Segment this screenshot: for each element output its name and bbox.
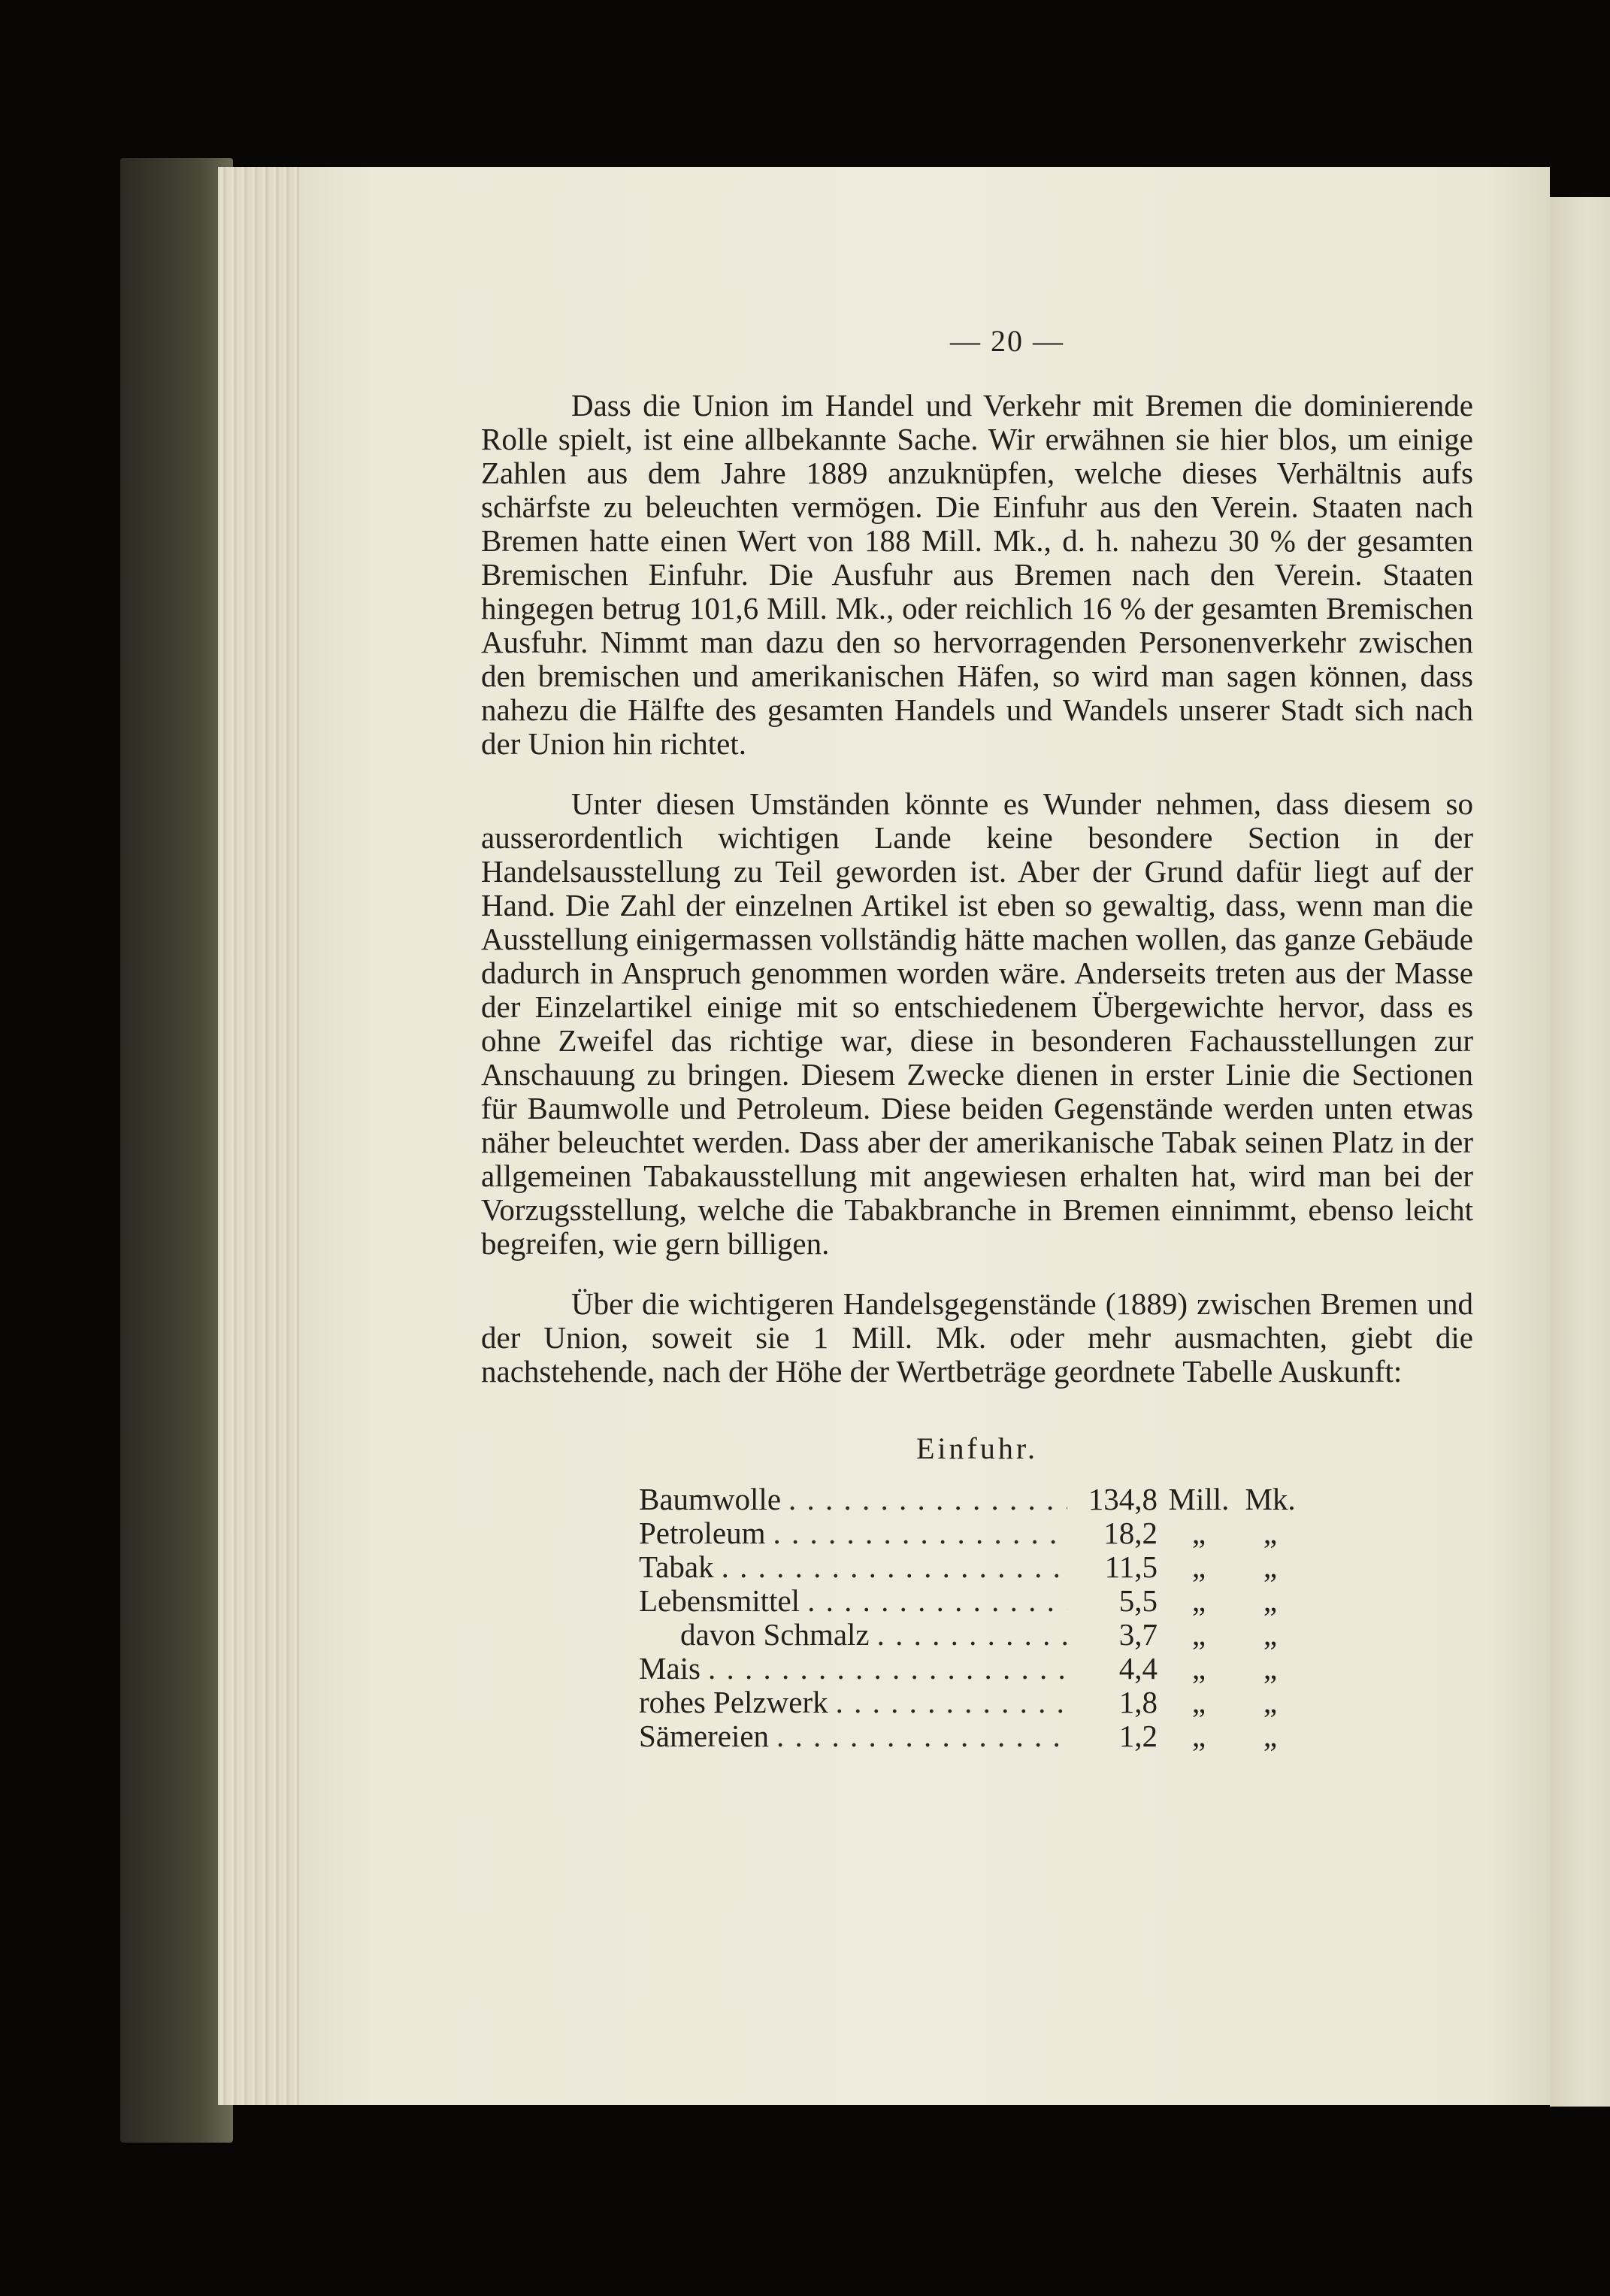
table-row <box>639 1719 1300 1753</box>
paragraph-table-intro: Über die wichtigeren Handelsgegenstände (1889) zwischen Bremen und der Union, soweit sie 1 Mill. Mk. oder mehr ausmachten, giebt die nachstehende, nach der Höhe der Wertbeträge geordnete Tabelle Auskunft: <box>481 1286 1473 1389</box>
row-item: Mais <box>639 1651 701 1686</box>
dot-leader <box>828 1686 1067 1719</box>
next-page-edge <box>1550 197 1610 2107</box>
row-unit-mk: „ <box>1263 1719 1278 1753</box>
row-unit-mill: „ <box>1191 1685 1206 1719</box>
dot-leader <box>781 1483 1067 1516</box>
table-heading: Einfuhr. <box>916 1431 1038 1465</box>
table-row <box>639 1618 1300 1652</box>
import-table <box>639 1483 1300 1753</box>
row-unit-mill: Mill. <box>1168 1482 1230 1516</box>
row-item: Sämereien <box>639 1719 770 1753</box>
row-item: Petroleum <box>639 1516 766 1550</box>
row-unit-mill: „ <box>1191 1719 1206 1753</box>
row-unit-mk: „ <box>1263 1516 1278 1550</box>
row-item: Lebensmittel <box>639 1583 800 1618</box>
row-unit-mill: „ <box>1191 1651 1206 1686</box>
dot-leader <box>870 1618 1067 1652</box>
dot-leader <box>701 1652 1067 1686</box>
row-value: 3,7 <box>1118 1617 1158 1652</box>
row-value: 134,8 <box>1088 1482 1158 1516</box>
row-unit-mk: „ <box>1263 1685 1278 1719</box>
dot-leader <box>800 1584 1067 1618</box>
row-unit-mill: „ <box>1191 1549 1206 1584</box>
row-unit-mill: „ <box>1191 1516 1206 1550</box>
row-unit-mk: „ <box>1263 1583 1278 1618</box>
table-row <box>639 1550 1300 1584</box>
row-value: 5,5 <box>1118 1583 1158 1618</box>
row-item: Baumwolle <box>639 1482 782 1516</box>
book-cover-edge <box>120 158 233 2143</box>
row-unit-mk: „ <box>1263 1617 1278 1652</box>
row-unit-mk: „ <box>1263 1549 1278 1584</box>
paragraph-section-reasons: Unter diesen Umständen könnte es Wunder nehmen, dass diesem so ausserordentlich wichtigen Lande keine besondere Section in der Handelsausstellung zu Teil geworden ist. Aber der Grund dafür liegt auf der Hand. Die Zahl der einzelnen Artikel ist eben so gewaltig, dass, wenn man die Ausstellung einigermassen vollständig hätte machen wollen, das ganze Gebäude dadurch in Anspruch genommen worden wäre. Anderseits treten aus der Masse der Einzelartikel einige mit so entschiedenem Übergewichte hervor, dass es ohne Zweifel das richtige war, diese in besonderen Fachausstellungen zur Anschauung zu bringen. Diesem Zwecke dienen in erster Linie die Sectionen für Baumwolle und Petroleum. Diese beiden Gegenstände werden unten etwas näher beleuchtet werden. Dass aber der amerikanische Tabak seinen Platz in der allgemeinen Tabakausstellung mit angewiesen erhalten hat, wird man bei der Vorzugsstellung, welche die Tabakbranche in Bremen einnimmt, ebenso leicht begreifen, wie gern billigen. <box>481 786 1473 1261</box>
dot-leader <box>766 1516 1067 1550</box>
row-unit-mill: „ <box>1191 1583 1206 1618</box>
row-value: 11,5 <box>1104 1549 1158 1584</box>
row-unit-mk: „ <box>1263 1651 1278 1686</box>
row-value: 4,4 <box>1118 1651 1158 1686</box>
row-value: 1,8 <box>1118 1685 1158 1719</box>
dot-leader <box>714 1550 1067 1584</box>
table-row <box>639 1686 1300 1719</box>
row-item: rohes Pelzwerk <box>639 1685 828 1719</box>
table-row <box>639 1584 1300 1618</box>
table-row <box>639 1483 1300 1516</box>
row-value: 1,2 <box>1118 1719 1158 1753</box>
table-row <box>639 1652 1300 1686</box>
row-item: davon Schmalz <box>680 1617 870 1652</box>
dot-leader <box>769 1719 1067 1753</box>
page-number: — 20 — <box>950 324 1064 358</box>
page-stack-edges <box>218 167 301 2105</box>
table-row <box>639 1516 1300 1550</box>
row-unit-mill: „ <box>1191 1617 1206 1652</box>
row-item: Tabak <box>639 1549 714 1584</box>
row-value: 18,2 <box>1103 1516 1158 1550</box>
row-unit-mk: Mk. <box>1245 1482 1296 1516</box>
page-text-column <box>481 323 1473 1753</box>
paragraph-union-trade: Dass die Union im Handel und Verkehr mit Bremen die dominierende Rolle spielt, ist eine allbekannte Sache. Wir erwähnen sie hier blos, um einige Zahlen aus dem Jahre 1889 anzuknüpfen, welche dieses Verhältnis aufs schärfste zu beleuchten vermögen. Die Einfuhr aus den Verein. Staaten nach Bremen hatte einen Wert von 188 Mill. Mk., d. h. nahezu 30 % der gesamten Bremischen Einfuhr. Die Ausfuhr aus Bremen nach den Verein. Staaten hingegen betrug 101,6 Mill. Mk., oder reichlich 16 % der gesamten Bremischen Ausfuhr. Nimmt man dazu den so hervorragenden Personenverkehr zwischen den bremischen und amerikanischen Häfen, so wird man sagen können, dass nahezu die Hälfte des gesamten Handels und Wandels unserer Stadt sich nach der Union hin richtet. <box>481 388 1473 761</box>
